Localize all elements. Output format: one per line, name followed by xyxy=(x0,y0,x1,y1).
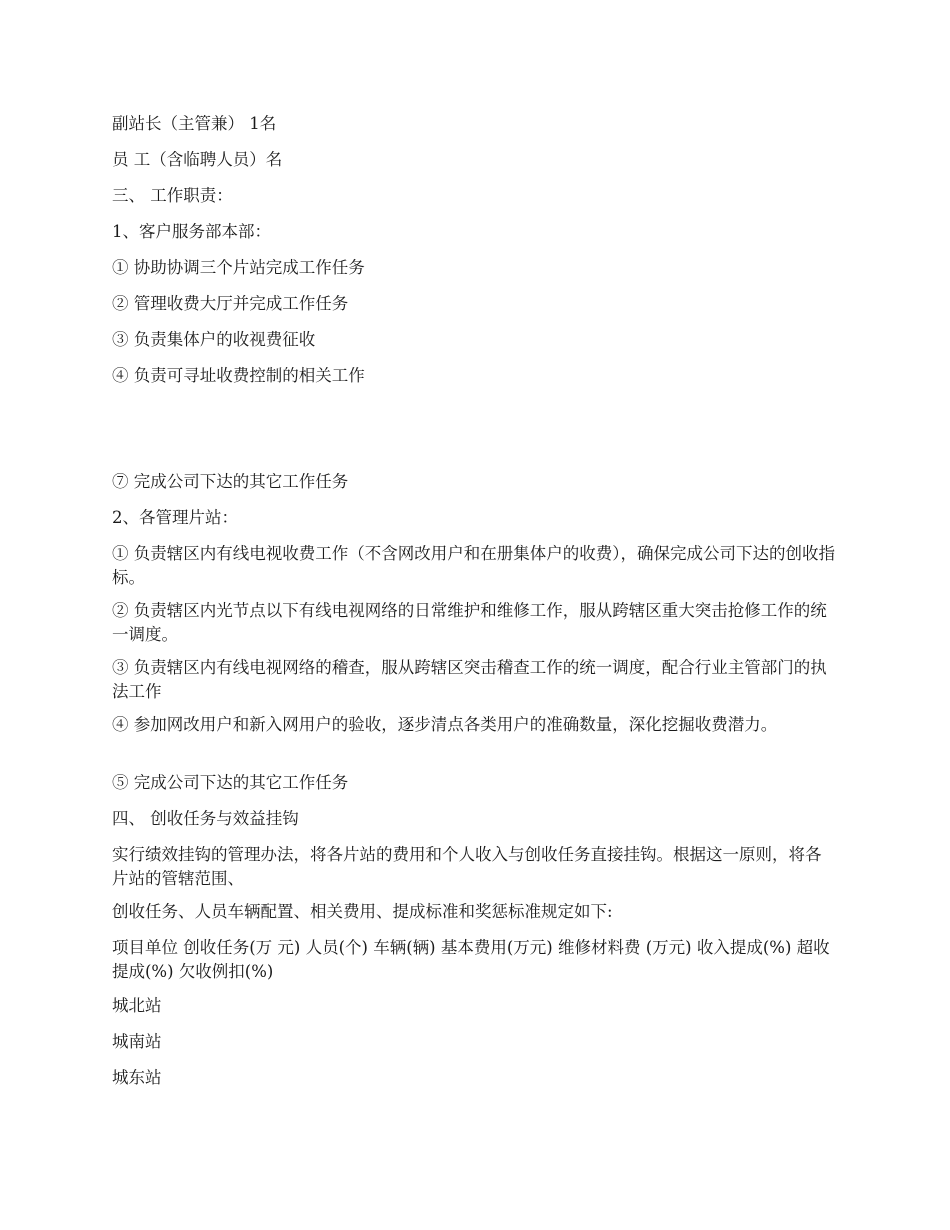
section-heading-duties: 三、 工作职责： xyxy=(112,186,233,205)
list-item: ① 负责辖区内有线电视收费工作（不含网改用户和在册集体户的收费），确保完成公司下达的创收指标。 xyxy=(112,544,835,587)
table-header-line: 项目单位 创收任务(万 元) 人员(个) 车辆(辆) 基本费用(万元) 维修材料费 (万元) 收入提成(%) 超收提成(%) 欠收例扣(%) xyxy=(112,938,830,981)
list-item: ⑤ 完成公司下达的其它工作任务 xyxy=(112,773,349,792)
list-item: ④ 参加网改用户和新入网用户的验收，逐步清点各类用户的准确数量，深化挖掘收费潜力。 xyxy=(112,715,778,734)
list-item: ④ 负责可寻址收费控制的相关工作 xyxy=(112,366,365,385)
list-item: ① 协助协调三个片站完成工作任务 xyxy=(112,258,365,277)
station-name: 城北站 xyxy=(112,996,162,1015)
subsection-heading-headquarters: 1、客户服务部本部： xyxy=(112,222,271,241)
body-paragraph: 实行绩效挂钩的管理办法，将各片站的费用和个人收入与创收任务直接挂钩。根据这一原则，将各片站的管辖范围、 xyxy=(112,845,822,888)
list-item: ③ 负责集体户的收视费征收 xyxy=(112,330,316,349)
list-item: ② 管理收费大厅并完成工作任务 xyxy=(112,294,349,313)
list-item: ⑦ 完成公司下达的其它工作任务 xyxy=(112,472,349,491)
station-name: 城东站 xyxy=(112,1068,162,1087)
section-heading-revenue: 四、 创收任务与效益挂钩 xyxy=(112,809,299,828)
subsection-heading-stations: 2、各管理片站： xyxy=(112,508,238,527)
station-name: 城南站 xyxy=(112,1032,162,1051)
deputy-head-line: 副站长（主管兼） 1名 xyxy=(112,114,277,133)
staff-line: 员 工（含临聘人员）名 xyxy=(112,150,283,169)
list-item: ③ 负责辖区内有线电视网络的稽查，服从跨辖区突击稽查工作的统一调度，配合行业主管部门的执法工作 xyxy=(112,658,827,701)
list-item: ② 负责辖区内光节点以下有线电视网络的日常维护和维修工作，服从跨辖区重大突击抢修工作的统一调度。 xyxy=(112,601,827,644)
body-paragraph: 创收任务、人员车辆配置、相关费用、提成标准和奖惩标准规定如下: xyxy=(112,902,613,921)
